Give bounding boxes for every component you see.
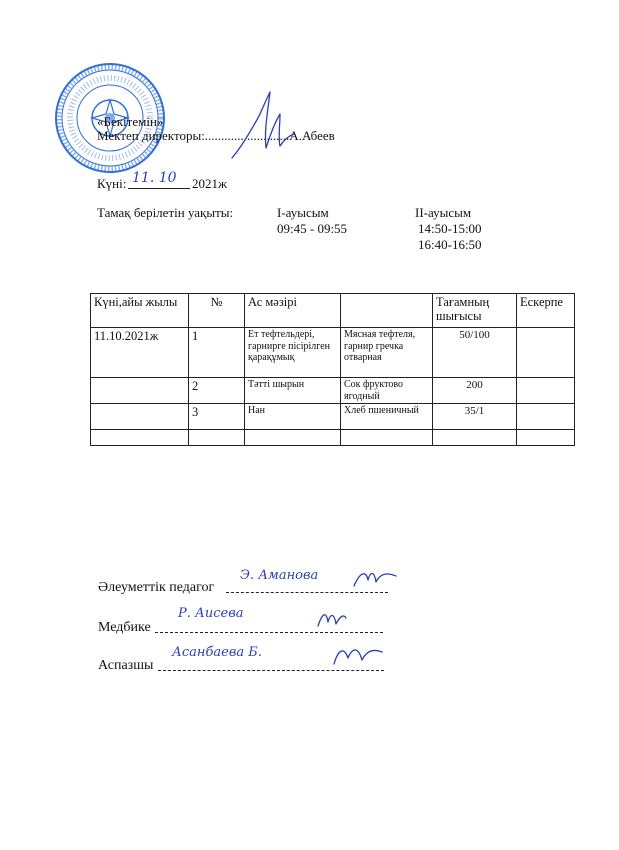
header-date: Күні,айы жылы [91,294,189,328]
row-note [517,430,575,446]
row-date [91,378,189,404]
row-dish-kz: Тәтті шырын [245,378,341,404]
schedule-label: Тамақ берілетін уақыты: [97,205,234,220]
row-yield: 35/1 [433,404,517,430]
date-label: Күні: [97,176,127,191]
table-row [91,378,575,404]
table-header-row [91,294,575,328]
row-number: 2 [189,378,245,404]
director-line: Мектеп директоры:..........................А.Абеев [97,128,335,143]
header-number: № [189,294,245,328]
shift1-time: 09:45 - 09:55 [277,221,348,236]
row-note [517,404,575,430]
approval-title: «Бекітемін» [97,114,164,129]
director-signature [228,88,298,168]
menu-table [90,293,575,446]
signature-cook-mark [332,640,384,670]
row-yield [433,430,517,446]
shift1-name: I-ауысым [277,205,329,220]
row-dish-kz: Нан [245,404,341,430]
signature-cook: Асанбаева Б. [172,645,262,660]
header-yield: Тағамның шығысы [433,294,517,328]
table-row [91,404,575,430]
shift2-time-2: 16:40-16:50 [418,237,482,252]
shift2-time-1: 14:50-15:00 [418,221,482,236]
table-row [91,430,575,446]
date-handwritten: 11. 10 [132,170,177,186]
row-dish-ru: Хлеб пшеничный [341,404,433,430]
row-date [91,404,189,430]
shift2-name: II-ауысым [415,205,472,220]
row-dish-kz: Ет тефтельдері, гарнирге пісірілген қарақұмық [245,328,341,378]
signature-nurse-mark [316,606,348,630]
table-row [91,328,575,378]
row-dish-ru: Сок фруктово ягодный [341,378,433,404]
row-yield: 200 [433,378,517,404]
signature-social-pedagogue-label: Әлеуметтік педагог [98,580,215,595]
signature-nurse: Р. Аисева [178,606,244,621]
header-note: Ескерпе [517,294,575,328]
row-yield: 50/100 [433,328,517,378]
row-dish-kz [245,430,341,446]
header-menu-ru [341,294,433,328]
row-dish-ru: Мясная тефтеля, гарнир гречка отварная [341,328,433,378]
row-note [517,378,575,404]
signature-nurse-label: Медбике [98,620,151,635]
row-number: 1 [189,328,245,378]
row-number [189,430,245,446]
date-year: 2021ж [192,176,227,191]
signature-social-pedagogue: Э. Аманова [240,568,319,583]
row-date: 11.10.2021ж [91,328,189,378]
header-menu: Ас мәзірі [245,294,341,328]
signature-social-pedagogue-mark [352,566,398,592]
row-number: 3 [189,404,245,430]
row-note [517,328,575,378]
signature-cook-label: Аспазшы [98,658,154,673]
row-dish-ru [341,430,433,446]
row-date [91,430,189,446]
